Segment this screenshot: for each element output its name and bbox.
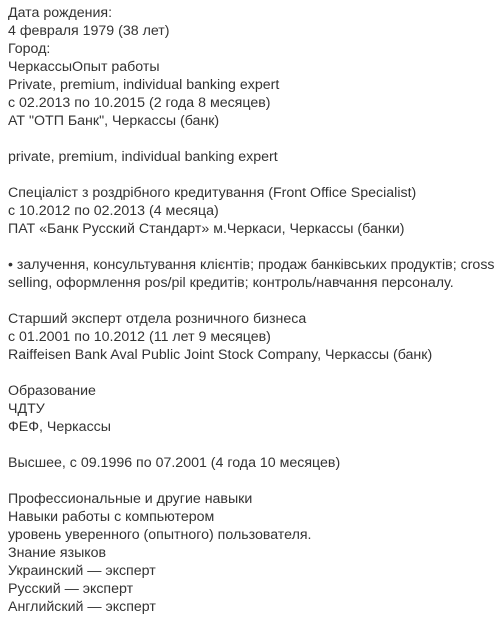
job-period: с 02.2013 по 10.2015 (2 года 8 месяцев) [8, 95, 271, 111]
computer-skills-label: Навыки работы с компьютером [8, 509, 215, 525]
language-item: Украинский — эксперт [8, 563, 156, 579]
education-section [8, 382, 495, 472]
languages-label: Знание языков [8, 545, 107, 561]
education-faculty: ФЕФ, Черкассы [8, 419, 111, 435]
education-heading: Образование [8, 383, 96, 399]
spacer [8, 292, 495, 310]
experience-entry-otp [8, 76, 495, 166]
spacer [8, 130, 495, 148]
job-company: ПАТ «Банк Русский Стандарт» м.Черкаси, Черкассы (банки) [8, 221, 405, 237]
birth-date-value: 4 февраля 1979 (38 лет) [8, 23, 170, 39]
job-title: Спеціаліст з роздрібного кредитування (Front Office Specialist) [8, 185, 417, 201]
experience-entry-raiffeisen [8, 310, 495, 364]
job-description: • залучення, консультування клієнтів; продаж банківських продуктів; cross selling, оформлення pos/pil кредитів; контроль/навчання персоналу. [8, 257, 495, 291]
job-company: АТ "ОТП Банк", Черкассы (банк) [8, 113, 220, 129]
language-item: Русский — эксперт [8, 581, 134, 597]
spacer [8, 238, 495, 256]
city-and-experience-heading: ЧеркассыОпыт работы [8, 59, 160, 75]
spacer [8, 436, 495, 454]
job-description: private, premium, individual banking expert [8, 149, 278, 165]
job-period: с 10.2012 по 02.2013 (4 месяца) [8, 203, 219, 219]
education-institution: ЧДТУ [8, 401, 45, 417]
birth-date-label: Дата рождения: [8, 5, 113, 21]
skills-section [8, 490, 495, 616]
city-label: Город: [8, 41, 51, 57]
spacer [8, 364, 495, 382]
job-company: Raiffeisen Bank Aval Public Joint Stock Company, Черкассы (банк) [8, 347, 433, 363]
job-title: Старший эксперт отдела розничного бизнеса [8, 311, 307, 327]
spacer [8, 472, 495, 490]
spacer [8, 166, 495, 184]
job-title: Private, premium, individual banking expert [8, 77, 280, 93]
language-item: Английский — эксперт [8, 599, 156, 615]
job-period: с 01.2001 по 10.2012 (11 лет 9 месяцев) [8, 329, 271, 345]
skills-heading: Профессиональные и другие навыки [8, 491, 253, 507]
education-degree-period: Высшее, с 09.1996 по 07.2001 (4 года 10 месяцев) [8, 455, 341, 471]
experience-entry-russian-standard [8, 184, 495, 292]
computer-skills-value: уровень уверенного (опытного) пользователя. [8, 527, 312, 543]
